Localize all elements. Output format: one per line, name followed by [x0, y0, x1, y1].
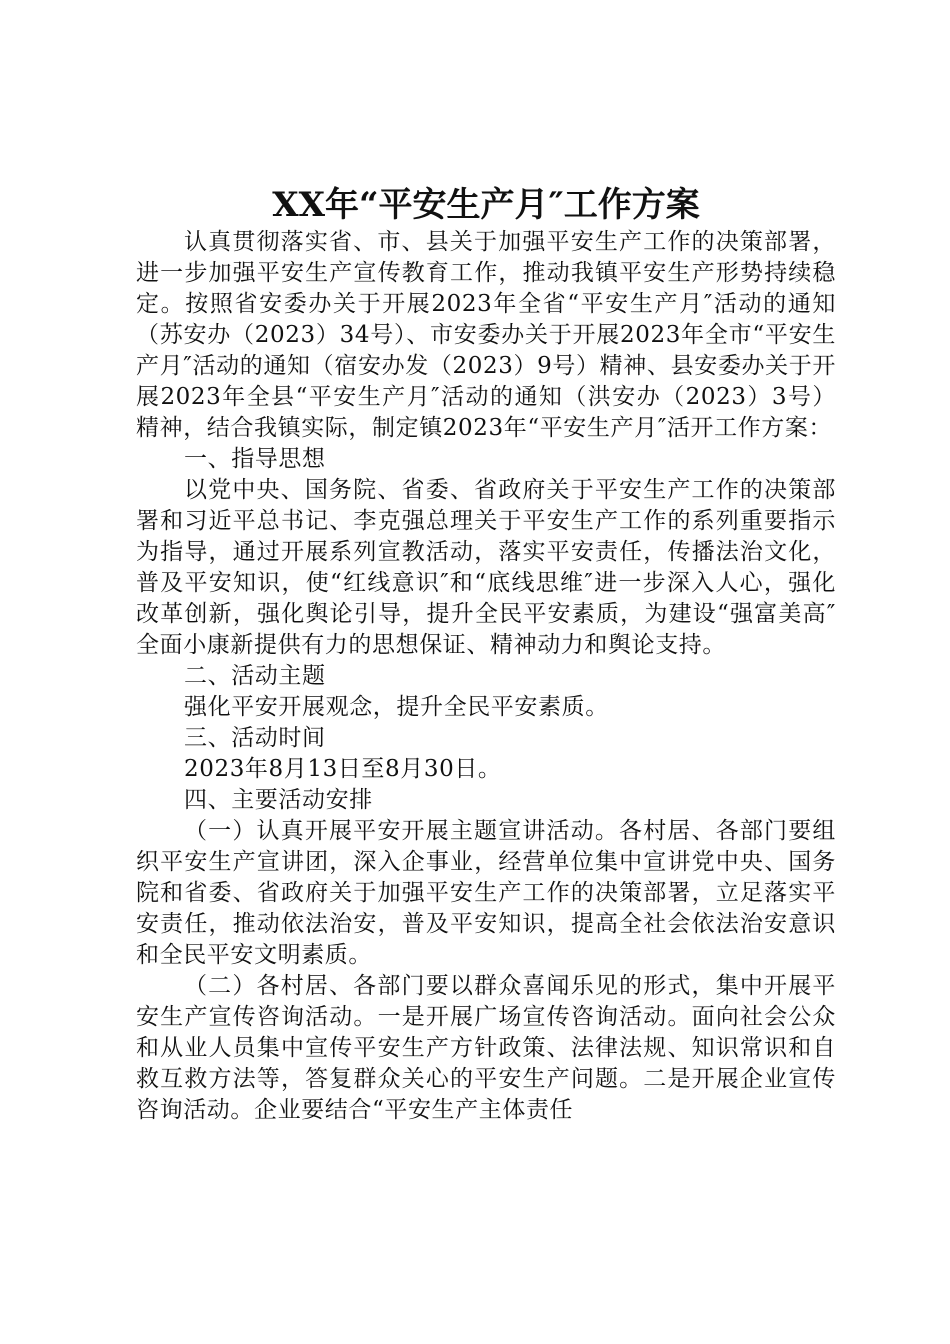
activity-time-paragraph: 2023年8月13日至8月30日。: [184, 756, 502, 782]
intro-paragraph: 认真贯彻落实省、市、县关于加强平安生产工作的决策部署，进一步加强平安生产宣传教育工作，推动我镇平安生产形势持续稳定。按照省安委办关于开展2023年全省“平安生产月″活动的通知（苏安办（2023）34号）、市安委办关于开展2023年全市“平安生产月″活动的通知（宿安办发（2023）9号）精神、县安委办关于开展2023年全县“平安生产月″活动的通知（洪安办（2023）3号）精神，结合我镇实际，制定镇2023年“平安生产月″活开工作方案：: [136, 229, 836, 441]
document-title: XX年“平安生产月″工作方案: [272, 185, 700, 225]
section-heading-main-activities: 四、主要活动安排: [184, 787, 373, 813]
activity-item-1: （一）认真开展平安开展主题宣讲活动。各村居、各部门要组织平安生产宣讲团，深入企事业，经营单位集中宣讲党中央、国务院和省委、省政府关于加强平安生产工作的决策部署，立足落实平安责任，推动依法治安，普及平安知识，提高全社会依法治安意识和全民平安文明素质。: [136, 818, 836, 968]
document-body: [136, 227, 836, 1126]
activity-item-2: （二）各村居、各部门要以群众喜闻乐见的形式，集中开展平安生产宣传咨询活动。一是开展广场宣传咨询活动。面向社会公众和从业人员集中宣传平安生产方针政策、法律法规、知识常识和自救互救方法等，答复群众关心的平安生产问题。二是开展企业宣传咨询活动。企业要结合“平安生产主体责任: [136, 973, 836, 1123]
document-page: [136, 183, 836, 1126]
section-heading-guiding-ideology: 一、指导思想: [184, 446, 326, 472]
activity-theme-paragraph: 强化平安开展观念，提升全民平安素质。: [184, 694, 609, 720]
section-heading-activity-theme: 二、活动主题: [184, 663, 326, 689]
guiding-ideology-paragraph: 以党中央、国务院、省委、省政府关于平安生产工作的决策部署和习近平总书记、李克强总理关于平安生产工作的系列重要指示为指导，通过开展系列宣教活动，落实平安责任，传播法治文化，普及平安知识，使“红线意识″和“底线思维″进一步深入人心，强化改革创新，强化舆论引导，提升全民平安素质，为建设“强富美高″全面小康新提供有力的思想保证、精神动力和舆论支持。: [136, 477, 836, 658]
section-heading-activity-time: 三、活动时间: [184, 725, 326, 751]
